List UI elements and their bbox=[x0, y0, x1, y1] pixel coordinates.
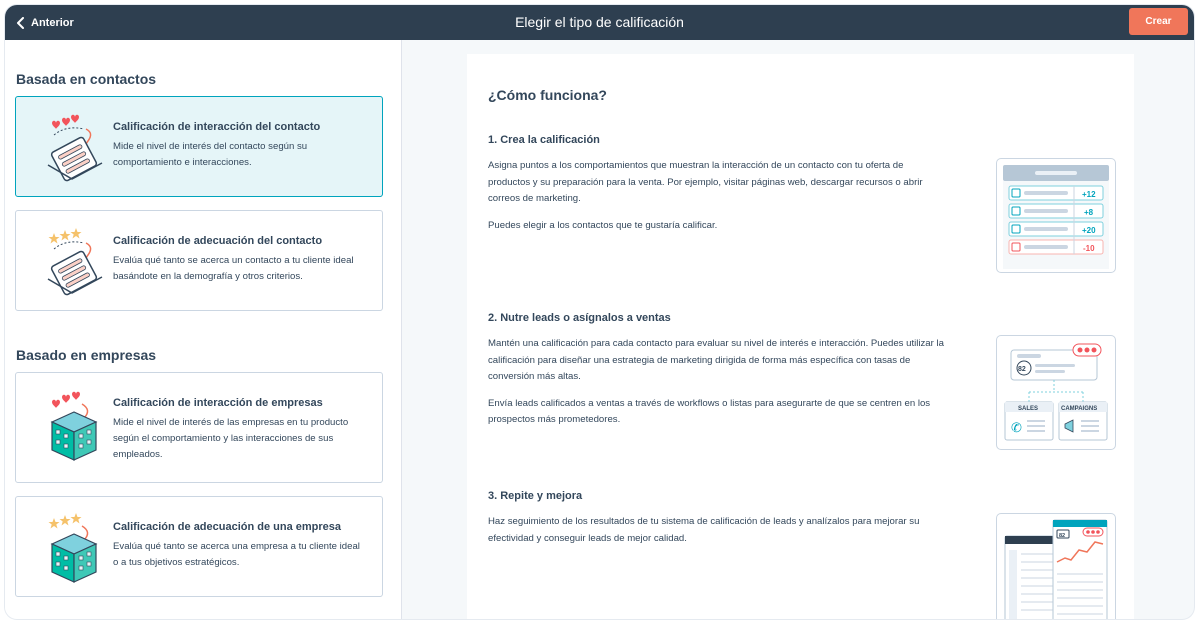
card-title: Calificación de interacción de empresas bbox=[113, 397, 323, 409]
step-paragraph: Asigna puntos a los comportamientos que muestran la interacción de un contacto con tu oferta de productos y su preparación para la venta. Por ejemplo, visitar páginas web, descargar recursos o abrir correos de marketing. bbox=[488, 160, 923, 204]
card-title: Calificación de interacción del contacto bbox=[113, 121, 321, 133]
score-badge: 82 bbox=[1018, 366, 1026, 373]
contact-hearts-illustration bbox=[44, 113, 106, 183]
app-window bbox=[5, 5, 1194, 619]
phone-icon: ✆ bbox=[1011, 421, 1022, 436]
card-contact-engagement[interactable] bbox=[15, 96, 383, 197]
page-title: Elegir el tipo de calificación bbox=[515, 14, 684, 30]
card-contact-fit[interactable] bbox=[15, 210, 383, 311]
chart-badge: 82 bbox=[1059, 533, 1066, 539]
score-value: +8 bbox=[1084, 208, 1094, 217]
routing-illustration bbox=[996, 335, 1116, 450]
back-label: Anterior bbox=[31, 16, 74, 29]
step-2 bbox=[488, 312, 948, 439]
step-paragraph: Haz seguimiento de los resultados de tu sistema de calificación de leads y analízalos para mejorar su efectividad y conseguir leads de mejor calidad. bbox=[488, 516, 920, 544]
contact-stars-illustration bbox=[44, 227, 106, 297]
how-it-works-panel bbox=[467, 54, 1134, 619]
section-title-companies: Basado en empresas bbox=[16, 347, 157, 363]
top-bar bbox=[5, 5, 1194, 40]
score-value: +20 bbox=[1082, 226, 1096, 235]
step-1 bbox=[488, 134, 948, 244]
card-title: Calificación de adecuación del contacto bbox=[113, 235, 323, 247]
campaigns-label: CAMPAIGNS bbox=[1061, 406, 1098, 412]
sales-label: SALES bbox=[1018, 406, 1039, 412]
card-description: Mide el nivel de interés de las empresas en tu producto según el comportamiento y las interacciones de sus empleados. bbox=[113, 417, 349, 460]
step-title: 3. Repite y mejora bbox=[488, 490, 583, 502]
scoring-type-list bbox=[5, 40, 402, 619]
panel-heading: ¿Cómo funciona? bbox=[488, 87, 607, 103]
score-value: -10 bbox=[1083, 244, 1095, 253]
step-title: 2. Nutre leads o asígnalos a ventas bbox=[488, 312, 671, 324]
step-3 bbox=[488, 490, 948, 557]
card-description: Evalúa qué tanto se acerca un contacto a tu cliente ideal basándote en la demografía y otros criterios. bbox=[113, 255, 354, 282]
card-company-fit[interactable] bbox=[15, 496, 383, 597]
company-hearts-illustration bbox=[44, 387, 106, 465]
step-paragraph: Puedes elegir a los contactos que te gustaría calificar. bbox=[488, 219, 718, 231]
reports-illustration bbox=[996, 513, 1116, 619]
create-button[interactable]: Crear bbox=[1129, 8, 1188, 35]
step-title: 1. Crea la calificación bbox=[488, 134, 600, 146]
card-company-engagement[interactable] bbox=[15, 372, 383, 483]
step-paragraph: Mantén una calificación para cada contacto para evaluar su nivel de interés e interacción. Puedes utilizar la calificación para diseñar una estrategia de marketing dirigida de forma más específica con tasas de conversión más altas. bbox=[488, 338, 944, 382]
card-description: Evalúa qué tanto se acerca una empresa a tu cliente ideal o a tus objetivos estratégicos. bbox=[113, 541, 360, 568]
card-title: Calificación de adecuación de una empresa bbox=[113, 521, 342, 533]
company-stars-illustration bbox=[44, 509, 106, 587]
score-value: +12 bbox=[1082, 190, 1096, 199]
section-title-contacts: Basada en contactos bbox=[16, 71, 157, 87]
scores-illustration bbox=[996, 158, 1116, 273]
step-paragraph: Envía leads calificados a ventas a través de workflows o listas para asegurarte de que se centren en los prospectos más prometedores. bbox=[488, 397, 931, 425]
card-description: Mide el nivel de interés del contacto según su comportamiento e interacciones. bbox=[113, 141, 308, 168]
